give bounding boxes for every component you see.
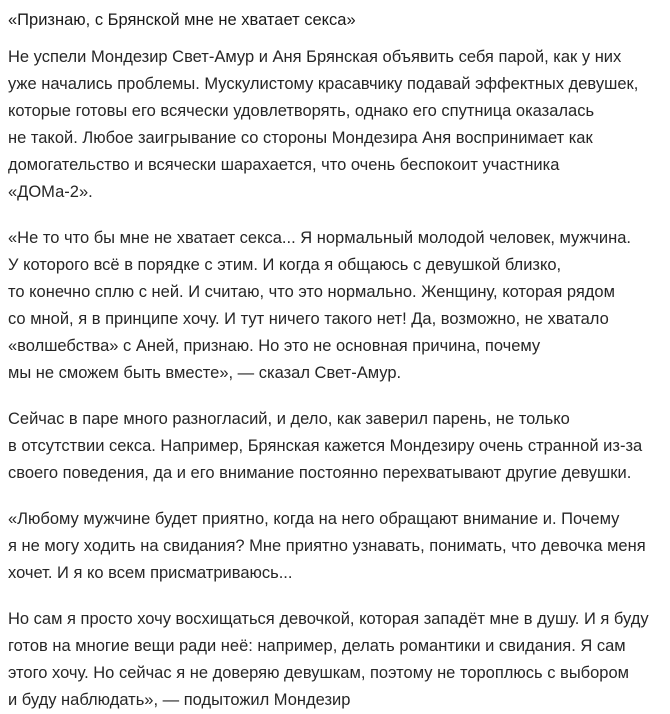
paragraph-line: то конечно сплю с ней. И считаю, что это нормально. Женщину, которая рядом xyxy=(8,283,615,301)
paragraph-spacer xyxy=(8,206,664,225)
paragraph-line: домогательство и всячески шарахается, что очень беспокоит участника xyxy=(8,156,560,174)
article-paragraph-1 xyxy=(8,44,664,206)
paragraph-line: со мной, я в принципе хочу. И тут ничего такого нет! Да, возможно, не хватало xyxy=(8,310,609,328)
paragraph-line: готов на многие вещи ради неё: например, делать романтики и свидания. Я сам xyxy=(8,637,626,655)
paragraph-line: «Любому мужчине будет приятно, когда на него обращают внимание и. Почему xyxy=(8,510,620,528)
paragraph-line: я не могу ходить на свидания? Мне приятно узнавать, понимать, что девочка меня xyxy=(8,537,646,555)
paragraph-line: Сейчас в паре много разногласий, и дело, как заверил парень, не только xyxy=(8,410,570,428)
paragraph-line: Но сам я просто хочу восхищаться девочкой, которая западёт мне в душу. И я буду xyxy=(8,610,649,628)
paragraph-line: своего поведения, да и его внимание постоянно перехватывают другие девушки. xyxy=(8,464,632,482)
paragraph-line: «волшебства» с Аней, признаю. Но это не основная причина, почему xyxy=(8,337,541,355)
paragraph-line: мы не сможем быть вместе», — сказал Свет-Амур. xyxy=(8,364,402,382)
article-paragraph-2 xyxy=(8,225,664,387)
paragraph-line: уже начались проблемы. Мускулистому красавчику подавай эффектных девушек, xyxy=(8,75,639,93)
paragraph-spacer xyxy=(8,487,664,506)
article-paragraph-4 xyxy=(8,506,664,587)
paragraph-spacer xyxy=(8,387,664,406)
article-paragraph-5 xyxy=(8,606,664,714)
article-body xyxy=(8,34,664,714)
paragraph-line: в отсутствии секса. Например, Брянская кажется Мондезиру очень странной из-за xyxy=(8,437,643,455)
article-title: «Признаю, с Брянской мне не хватает секса» xyxy=(8,11,356,29)
article-paragraph-3 xyxy=(8,406,664,487)
paragraph-line: которые готовы его всячески удовлетворять, однако его спутница оказалась xyxy=(8,102,595,120)
paragraph-line: «Не то что бы мне не хватает секса... Я нормальный молодой человек, мужчина. xyxy=(8,229,631,247)
paragraph-line: этого хочу. Но сейчас я не доверяю девушкам, поэтому не тороплюсь с выбором xyxy=(8,664,629,682)
paragraph-spacer xyxy=(8,587,664,606)
paragraph-line: хочет. И я ко всем присматриваюсь... xyxy=(8,564,293,582)
paragraph-line: Не успели Мондезир Свет-Амур и Аня Брянская объявить себя парой, как у них xyxy=(8,48,622,66)
title-body-spacer xyxy=(8,34,664,44)
paragraph-line: не такой. Любое заигрывание со стороны Мондезира Аня воспринимает как xyxy=(8,129,593,147)
paragraph-line: «ДОМа-2». xyxy=(8,183,93,201)
paragraph-line: У которого всё в порядке с этим. И когда я общаюсь с девушкой близко, xyxy=(8,256,562,274)
paragraph-line: и буду наблюдать», — подытожил Мондезир xyxy=(8,691,351,709)
